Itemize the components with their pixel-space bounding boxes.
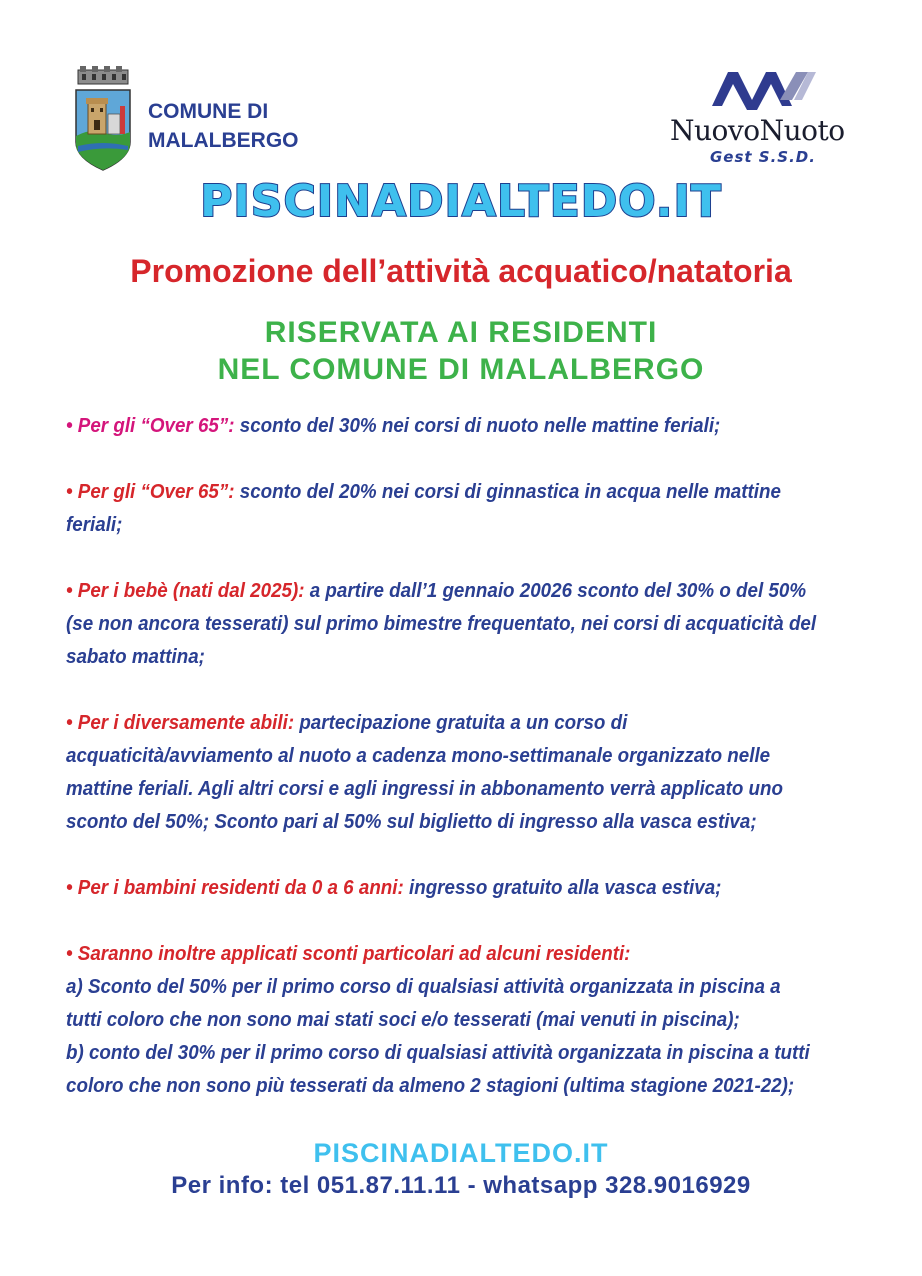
list-item xyxy=(66,476,818,542)
logo-brand-text: NuovoNuoto xyxy=(670,114,845,147)
item-text: sconto del 30% nei corsi di nuoto nelle mattine feriali; xyxy=(234,415,721,437)
comune-line-2: MALALBERGO xyxy=(148,129,299,152)
riservata-heading xyxy=(0,314,922,388)
comune-crest-icon xyxy=(72,66,134,174)
item-label: • Per gli “Over 65”: xyxy=(66,481,235,503)
item-label: • Per i bambini residenti da 0 a 6 anni: xyxy=(66,877,404,899)
comune-line-1: COMUNE DI xyxy=(148,100,269,123)
item-text: sconto del 20% nei corsi di ginnastica in acqua nelle mattine feriali; xyxy=(66,481,781,536)
riservata-line-1: RISERVATA AI RESIDENTI xyxy=(264,316,658,349)
list-item xyxy=(66,938,818,1103)
item-text: partecipazione gratuita a un corso di acquaticità/avviamento al nuoto a cadenza mono-settimanale organizzato nelle mattine feriali. Agli altri corsi e agli ingressi in abbonamento verrà applicato uno sconto del 50%; Sconto pari al 50% sul biglietto di ingresso alla vasca estiva; xyxy=(66,712,784,833)
nuovonuoto-logo xyxy=(664,66,852,170)
comune-name xyxy=(148,97,299,155)
logo-sub-text: Gest S.S.D. xyxy=(710,148,816,166)
item-line-b: b) conto del 30% per il primo corso di qualsiasi attività organizzata in piscina a tutti coloro che non sono più tesserati da almeno 2 stagioni (ultima stagione 2021-22); xyxy=(66,1042,810,1097)
site-title: PISCINADIALTEDO.IT xyxy=(200,176,722,227)
item-line-a: a) Sconto del 50% per il primo corso di qualsiasi attività organizzata in piscina a tutti coloro che non sono mai stati soci e/o tesserati (mai venuti in piscina); xyxy=(66,976,781,1031)
list-item xyxy=(66,410,818,443)
list-item xyxy=(66,707,818,839)
item-text: a partire dall’1 gennaio 20026 sconto del 30% o del 50% (se non ancora tesserati) sul primo bimestre frequentato, nei corsi di acquaticità del sabato mattina; xyxy=(66,580,817,668)
footer-info: Per info: tel 051.87.11.11 - whatsapp 328.9016929 xyxy=(171,1172,751,1199)
promo-list xyxy=(66,410,866,1136)
list-item xyxy=(66,575,818,674)
riservata-line-2: NEL COMUNE DI MALALBERGO xyxy=(217,353,705,386)
nuovonuoto-wave-icon xyxy=(708,66,818,112)
item-label: • Per gli “Over 65”: xyxy=(66,415,235,437)
item-label: • Per i bebè (nati dal 2025): xyxy=(66,580,305,602)
item-text: ingresso gratuito alla vasca estiva; xyxy=(403,877,722,899)
item-label: • Saranno inoltre applicati sconti particolari ad alcuni residenti: xyxy=(66,943,631,965)
promo-title: Promozione dell’attività acquatico/natatoria xyxy=(130,253,792,289)
item-label: • Per i diversamente abili: xyxy=(66,712,295,734)
list-item xyxy=(66,872,818,905)
footer-site: PISCINADIALTEDO.IT xyxy=(313,1138,609,1168)
